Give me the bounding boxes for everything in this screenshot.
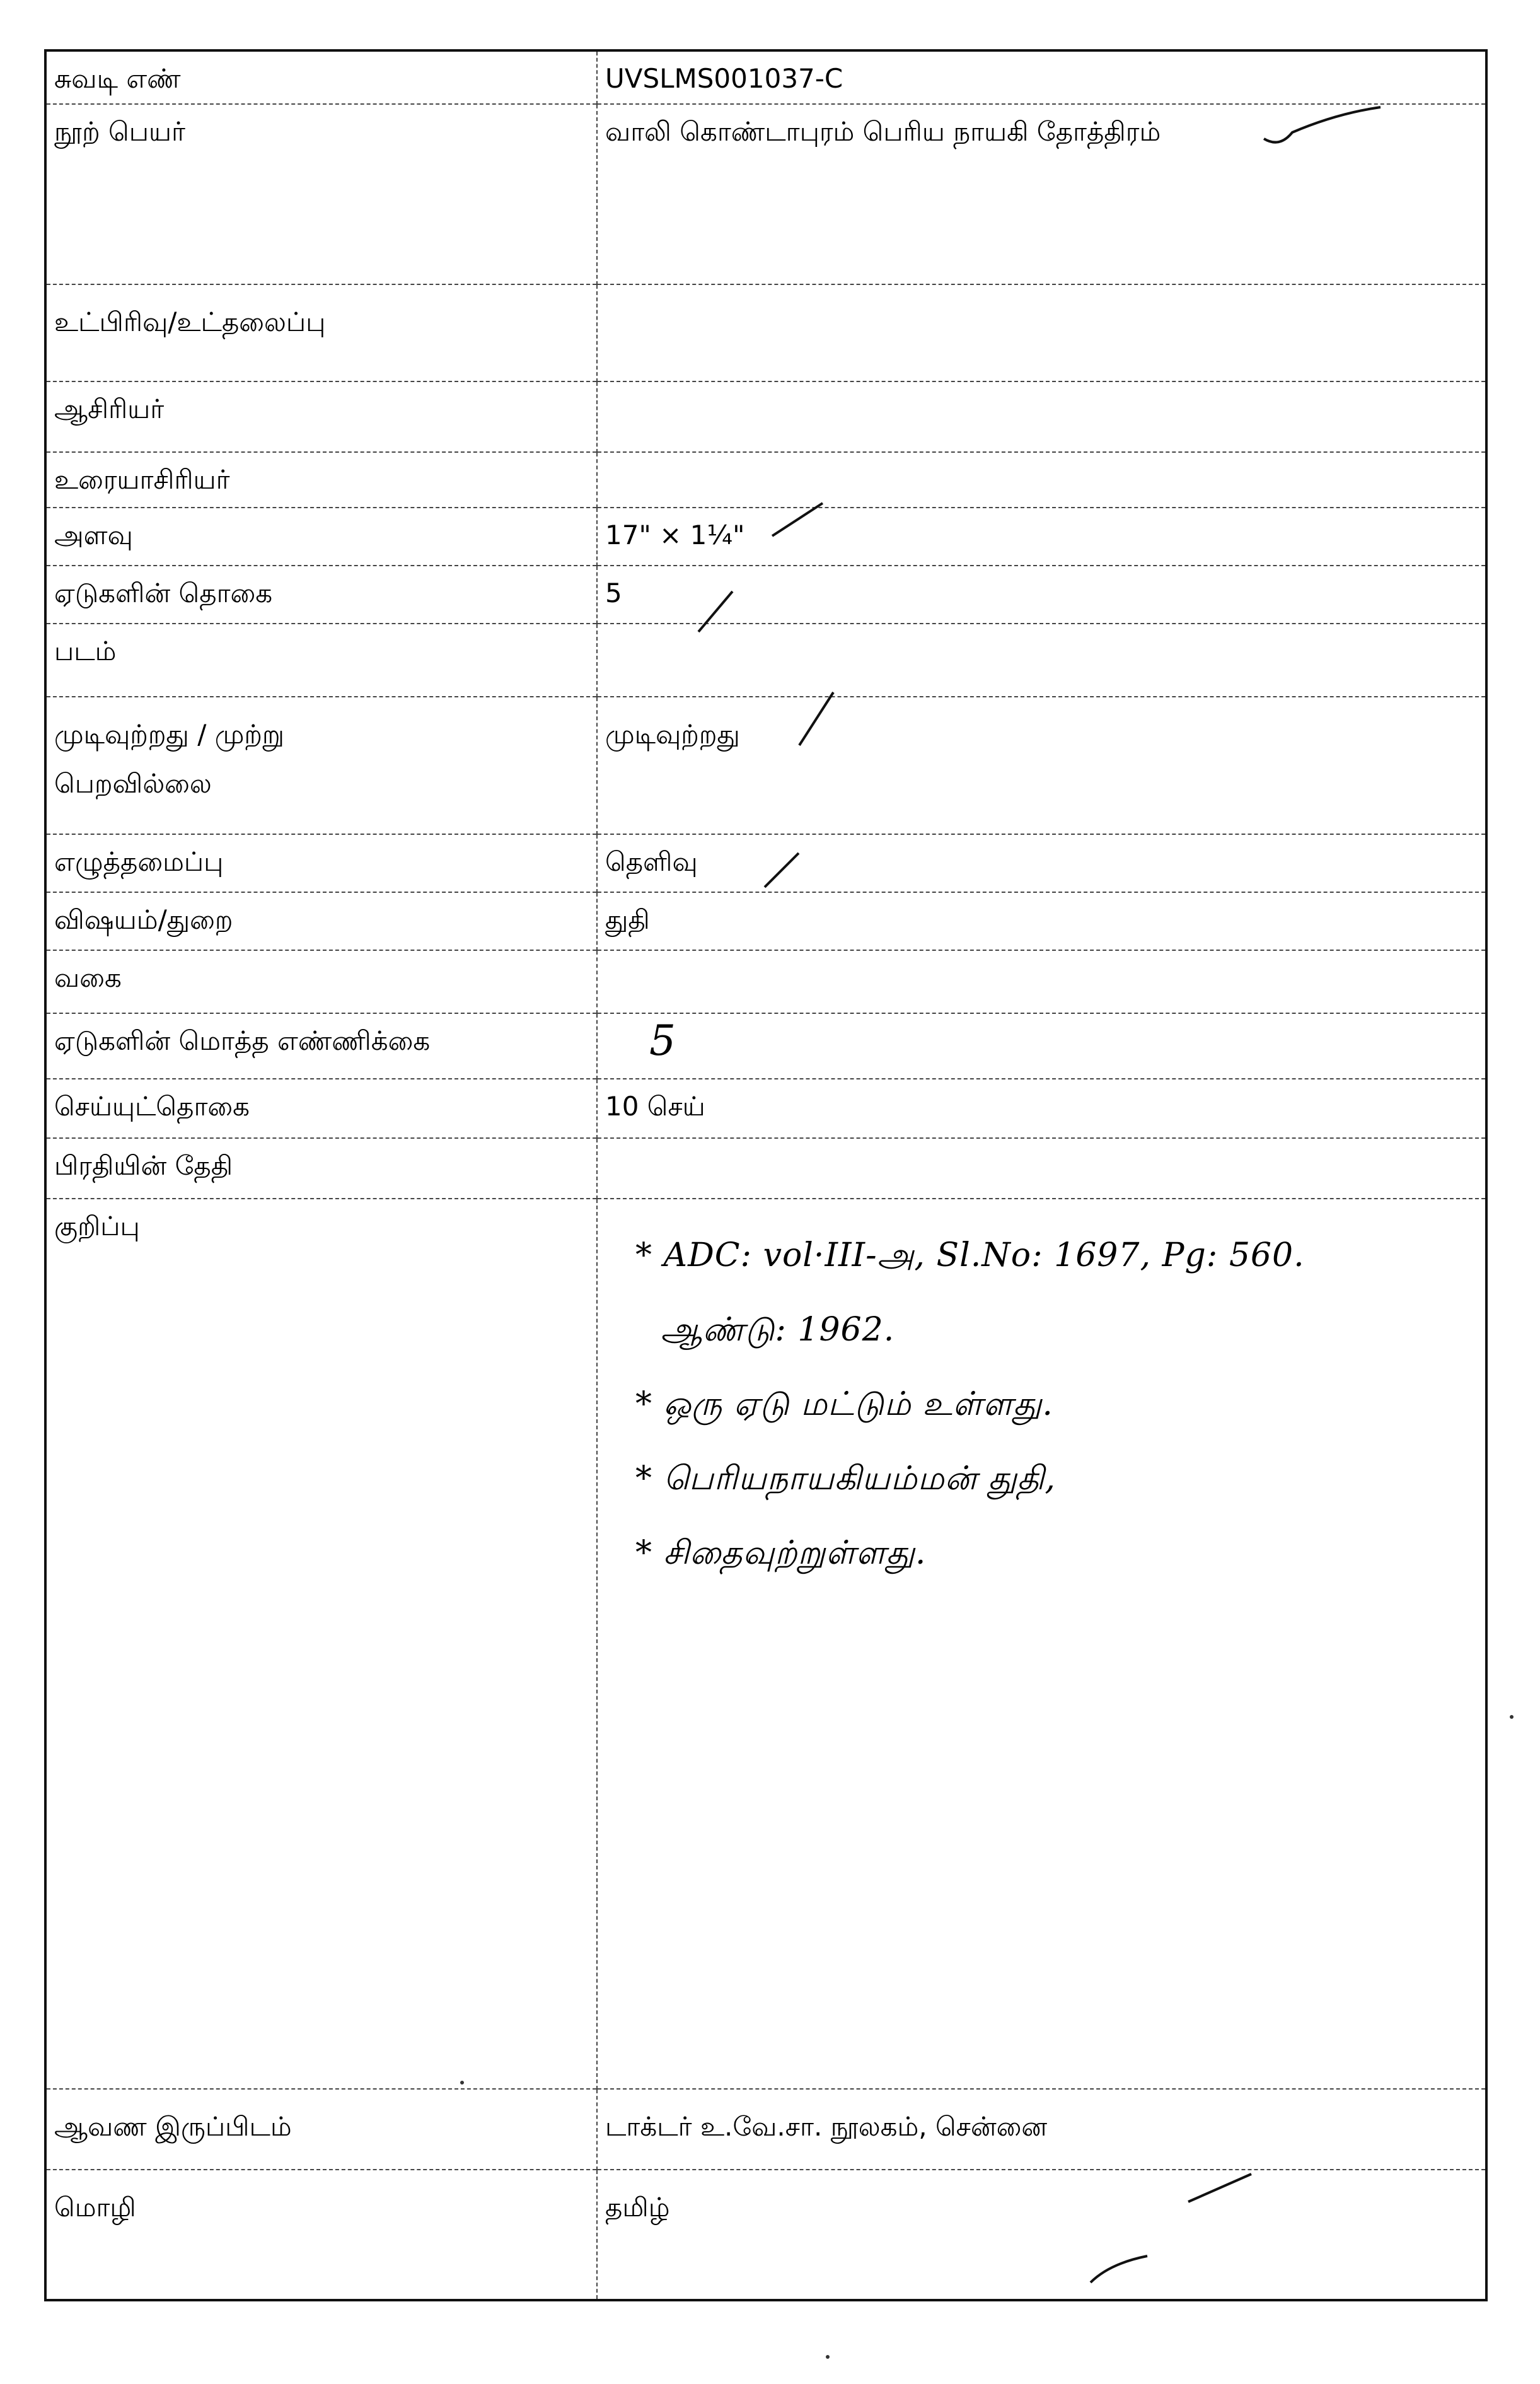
scan-speck: [1510, 1715, 1514, 1719]
label-verse-count: செய்யுட்தொகை: [47, 1079, 597, 1138]
value-total-leaves: [597, 1013, 1485, 1079]
label-language: மொழி: [47, 2170, 597, 2299]
value-subtitle: [597, 284, 1485, 381]
value-genre: [597, 950, 1485, 1013]
row-genre: [47, 950, 1485, 1013]
label-copy-date: பிரதியின் தேதி: [47, 1138, 597, 1199]
total-leaves-handwritten: 5: [649, 1016, 676, 1065]
label-subtitle: உட்பிரிவு/உட்தலைப்பு: [47, 284, 597, 381]
label-manuscript-number: சுவடி எண்: [47, 52, 597, 104]
label-leaf-count: ஏடுகளின் தொகை: [47, 566, 597, 624]
scan-speck: [826, 2355, 830, 2359]
note-line-3: * ஒரு ஏடு மட்டும் உள்ளது.: [635, 1385, 1053, 1423]
value-illustration: [597, 624, 1485, 697]
scan-speck: [460, 2081, 464, 2085]
value-completion: முடிவுற்றது: [597, 697, 1485, 834]
label-notes: குறிப்பு: [47, 1199, 597, 2089]
value-language: தமிழ்: [597, 2170, 1485, 2299]
value-subject: துதி: [597, 892, 1485, 950]
row-manuscript-number: [47, 52, 1485, 104]
note-line-5: * சிதைவுற்றுள்ளது.: [635, 1534, 927, 1572]
label-size: அளவு: [47, 508, 597, 566]
note-line-4: * பெரியநாயகியம்மன் துதி,: [635, 1460, 1056, 1497]
row-total-leaves: [47, 1013, 1485, 1079]
note-line-2: ஆண்டு: 1962.: [661, 1311, 895, 1349]
label-total-leaves: ஏடுகளின் மொத்த எண்ணிக்கை: [47, 1013, 597, 1079]
row-title: [47, 104, 1485, 284]
label-genre: வகை: [47, 950, 597, 1013]
label-script: எழுத்தமைப்பு: [47, 834, 597, 892]
label-subject: விஷயம்/துறை: [47, 892, 597, 950]
value-commentator: [597, 452, 1485, 508]
label-author: ஆசிரியர்: [47, 381, 597, 452]
value-manuscript-number: UVSLMS001037-C: [605, 63, 843, 94]
note-line-1: * ADC: vol·III-அ, Sl.No: 1697, Pg: 560.: [635, 1236, 1305, 1274]
label-commentator: உரையாசிரியர்: [47, 452, 597, 508]
value-leaf-count: 5: [597, 566, 1485, 624]
catalog-table: [47, 52, 1485, 2299]
row-subject: [47, 892, 1485, 950]
catalog-form: [44, 49, 1488, 2301]
row-location: [47, 2089, 1485, 2170]
value-size: 17" × 1¼": [597, 508, 1485, 566]
row-language: [47, 2170, 1485, 2299]
row-size: [47, 508, 1485, 566]
value-author: [597, 381, 1485, 452]
value-location: டாக்டர் உ.வே.சா. நூலகம், சென்னை: [597, 2089, 1485, 2170]
row-notes: [47, 1199, 1485, 2089]
row-commentator: [47, 452, 1485, 508]
value-notes: [597, 1199, 1485, 2089]
row-completion: [47, 697, 1485, 834]
row-copy-date: [47, 1138, 1485, 1199]
row-subtitle: [47, 284, 1485, 381]
value-script: தெளிவு: [597, 834, 1485, 892]
row-author: [47, 381, 1485, 452]
row-leaf-count: [47, 566, 1485, 624]
label-completion: முடிவுற்றது / முற்று பெறவில்லை: [47, 697, 597, 834]
row-verse-count: [47, 1079, 1485, 1138]
value-title: வாலி கொண்டாபுரம் பெரிய நாயகி தோத்திரம்: [597, 104, 1485, 284]
label-location: ஆவண இருப்பிடம்: [47, 2089, 597, 2170]
row-illustration: [47, 624, 1485, 697]
row-script: [47, 834, 1485, 892]
value-verse-count: 10 செய்: [597, 1079, 1485, 1138]
label-title: நூற் பெயர்: [47, 104, 597, 284]
label-illustration: படம்: [47, 624, 597, 697]
value-copy-date: [597, 1138, 1485, 1199]
